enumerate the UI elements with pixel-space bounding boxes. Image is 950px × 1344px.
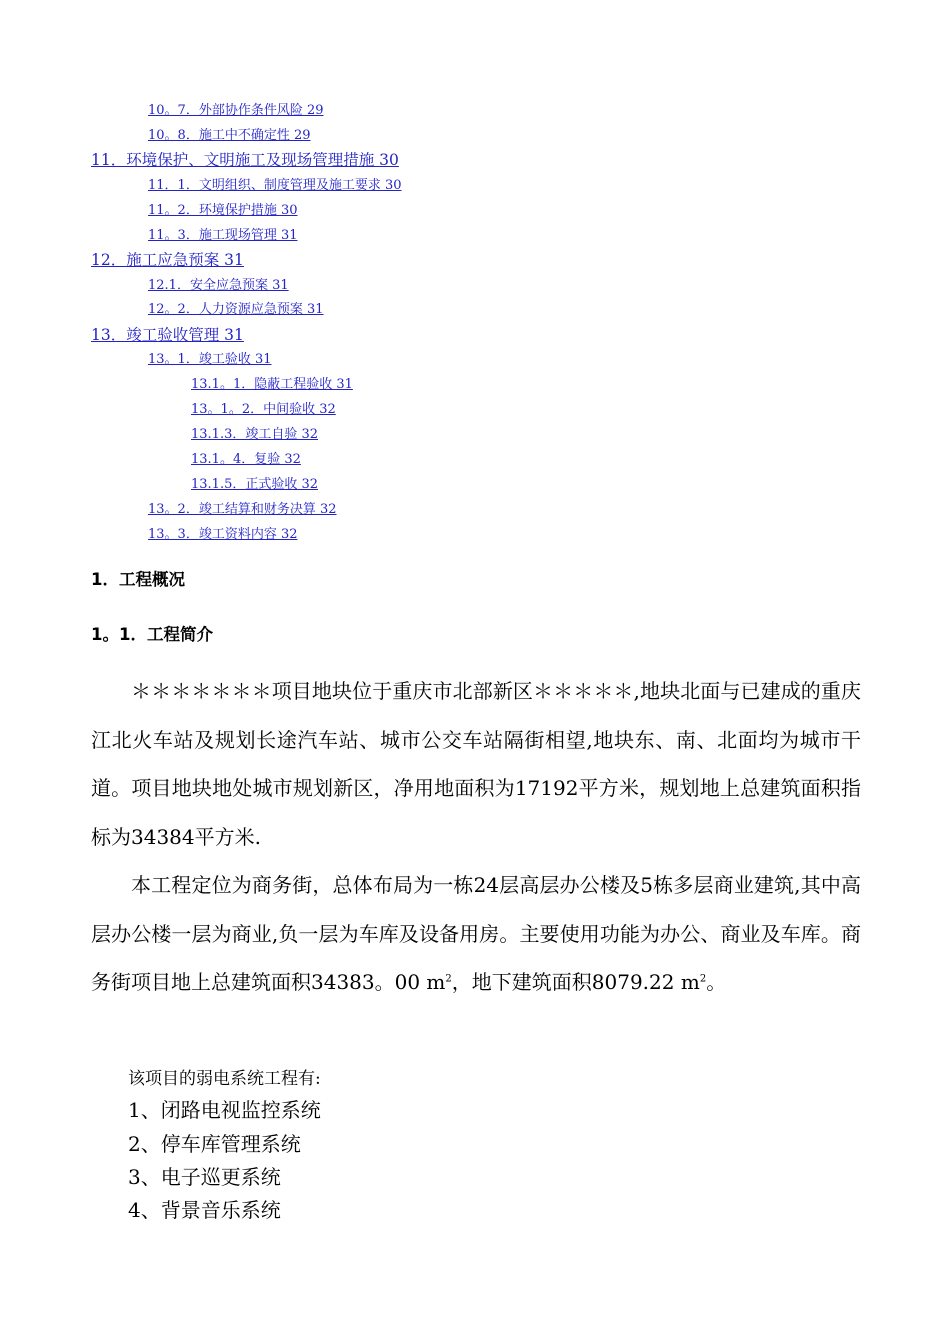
toc-link[interactable]: 11．1．文明组织、制度管理及施工要求 30	[148, 178, 402, 193]
superscript: 2	[699, 973, 707, 985]
toc-link[interactable]: 11．环境保护、文明施工及现场管理措施 30	[91, 151, 399, 169]
subsection-heading: 1。1．工程简介	[91, 625, 213, 644]
paragraph-text: ，地下建筑面积8079.22 m	[451, 970, 700, 994]
toc-link[interactable]: 13.1.3．竣工自验 32	[191, 427, 319, 442]
system-item: 3、电子巡更系统	[128, 1165, 281, 1189]
toc-link[interactable]: 10。8．施工中不确定性 29	[148, 128, 311, 143]
toc-link[interactable]: 11。3．施工现场管理 31	[148, 228, 298, 243]
system-item: 1、闭路电视监控系统	[128, 1098, 321, 1122]
project-layout-paragraph	[91, 861, 861, 1007]
toc-link[interactable]: 13。1。2．中间验收 32	[191, 402, 336, 417]
toc-link[interactable]: 13.1。1．隐蔽工程验收 31	[191, 377, 353, 392]
toc-link[interactable]: 13.1。4．复验 32	[191, 452, 301, 467]
system-item: 2、停车库管理系统	[128, 1132, 301, 1156]
system-item: 4、背景音乐系统	[128, 1198, 281, 1222]
toc-link[interactable]: 12。2．人力资源应急预案 31	[148, 302, 324, 317]
project-intro-paragraph: ＊＊＊＊＊＊＊项目地块位于重庆市北部新区＊＊＊＊＊,地块北面与已建成的重庆江北火车站及规划长途汽车站、城市公交车站隔街相望,地块东、南、北面均为城市干道。项目地块地处城市规划新区，净用地面积为17192平方米，规划地上总建筑面积指标为34384平方米.	[91, 679, 861, 849]
toc-link[interactable]: 13。1．竣工验收 31	[148, 352, 272, 367]
toc-link[interactable]: 10。7．外部协作条件风险 29	[148, 103, 324, 118]
paragraph-text: 。	[706, 970, 727, 994]
superscript: 2	[445, 973, 452, 985]
toc-link[interactable]: 13.1.5．正式验收 32	[191, 477, 319, 492]
toc-link[interactable]: 13．竣工验收管理 31	[91, 326, 244, 344]
systems-intro: 该项目的弱电系统工程有:	[128, 1069, 321, 1089]
toc-link[interactable]: 13。3．竣工资料内容 32	[148, 527, 298, 542]
toc-link[interactable]: 13。2．竣工结算和财务决算 32	[148, 502, 337, 517]
section-heading: 1．工程概况	[91, 570, 185, 589]
toc-link[interactable]: 12.1．安全应急预案 31	[148, 278, 289, 293]
toc-link[interactable]: 12．施工应急预案 31	[91, 251, 244, 269]
paragraph-text: 本工程定位为商务街，总体布局为一栋24层高层办公楼及5栋多层商业建筑,其中高层办公楼一层为商业,负一层为车库及设备用房。主要使用功能为办公、商业及车库。商务街项目地上总建筑面积34383。00 m	[91, 873, 861, 994]
toc-link[interactable]: 11。2．环境保护措施 30	[148, 203, 298, 218]
